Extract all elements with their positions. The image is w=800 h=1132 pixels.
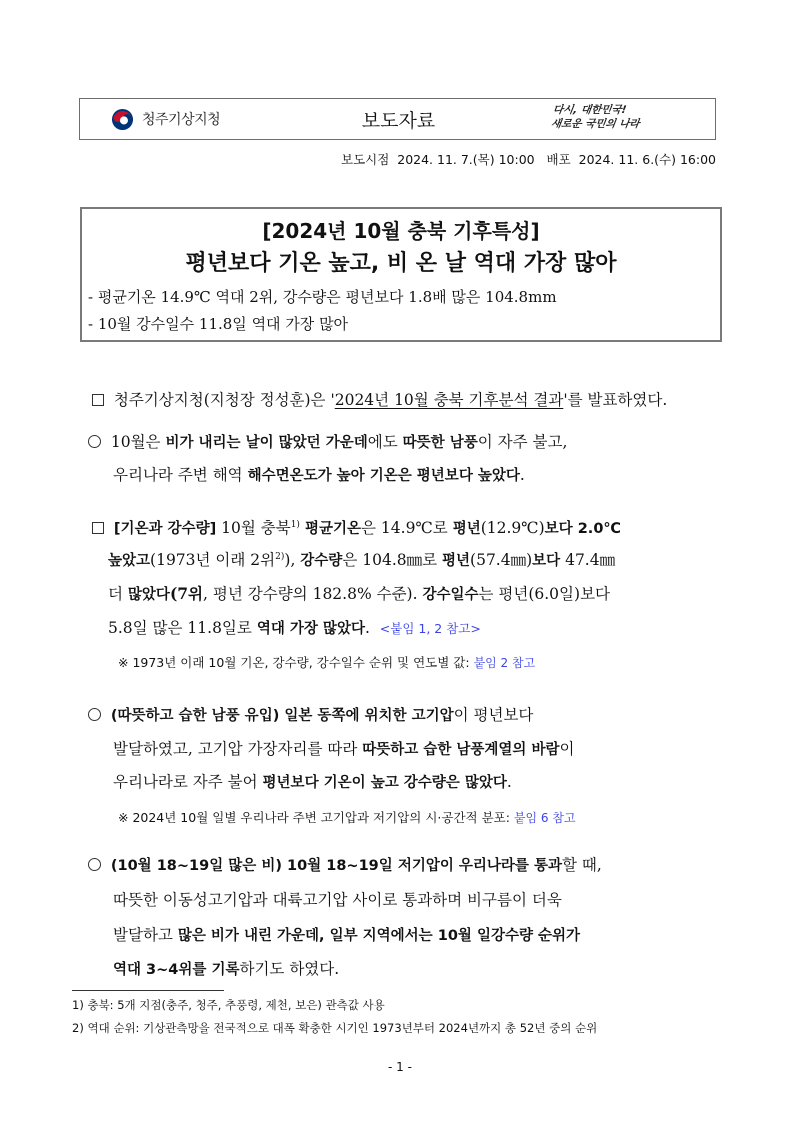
agency-name: 청주기상지청 xyxy=(142,112,221,128)
paragraph-heavy-rain-line-3: 발달하고 많은 비가 내린 가운데, 일부 지역에서는 10월 일강수량 순위가 xyxy=(113,926,581,944)
report-title: 2024년 10월 충북 기후분석 결과 xyxy=(334,391,564,409)
paragraph-temp-precip-line-2: 높았고(1973년 이래 2위$^{2)}$), 강수량은 104.8㎜로 평년(57.4㎜)보다 47.4㎜ xyxy=(108,551,616,569)
paragraph-heavy-rain-line-2: 따뜻한 이동성고기압과 대륙고기압 사이로 통과하며 비구름이 더욱 xyxy=(113,891,562,909)
attachment-2-link[interactable]: 붙임 2 참고 xyxy=(473,656,536,670)
press-release-header xyxy=(79,98,716,140)
paragraph-south-wind-line-3: 우리나라로 자주 불어 평년보다 기온이 높고 강수량은 많았다. xyxy=(113,773,512,791)
note-rankings: ※ 1973년 이래 10월 기온, 강수량, 강수일수 순위 및 연도별 값: 붙임 2 참고 xyxy=(118,655,536,670)
paragraph-south-wind-line-1: (따뜻하고 습한 남풍 유입) 일본 동쪽에 위치한 고기압이 평년보다 xyxy=(88,703,800,725)
headline-subtitle: 평년보다 기온 높고, 비 온 날 역대 가장 많아 xyxy=(185,251,617,276)
paragraph-heavy-rain-line-1: (10월 18~19일 많은 비) 10월 18~19일 저기압이 우리나라를 통과할 때, xyxy=(88,853,800,875)
paragraph-summary-line-1: 10월은 비가 내리는 날이 많았던 가운데에도 따뜻한 남풍이 자주 불고, xyxy=(88,430,800,452)
footnote-2: 2) 역대 순위: 기상관측망을 전국적으로 대폭 확충한 시기인 1973년부터 2024년까지 총 52년 중의 순위 xyxy=(72,1021,598,1035)
attachment-6-link[interactable]: 붙임 6 참고 xyxy=(513,811,576,825)
footnote-ref-2[interactable]: 2) xyxy=(275,552,285,562)
square-bullet-icon xyxy=(92,394,104,406)
square-bullet-icon xyxy=(92,522,104,534)
circle-bullet-icon xyxy=(88,708,101,721)
headline-bullet-1: - 평균기온 14.9℃ 역대 2위, 강수량은 평년보다 1.8배 많은 104.8mm xyxy=(88,288,557,306)
release-date-line: 보도시점 2024. 11. 7.(목) 10:00 배포 2024. 11. 6.(수) 16:00 xyxy=(341,152,716,167)
paragraph-summary-line-2: 우리나라 주변 해역 해수면온도가 높아 기온은 평년보다 높았다. xyxy=(113,466,525,484)
footnote-divider xyxy=(72,990,224,991)
circle-bullet-icon xyxy=(88,858,101,871)
attachment-1-2-link[interactable]: <붙임 1, 2 참고> xyxy=(379,621,481,636)
footnote-ref-1[interactable]: 1) xyxy=(290,520,300,530)
headline-bullet-2: - 10월 강수일수 11.8일 역대 가장 많아 xyxy=(88,315,349,333)
paragraph-south-wind-line-2: 발달하였고, 고기압 가장자리를 따라 따뜻하고 습한 남풍계열의 바람이 xyxy=(113,740,575,758)
headline-title: [2024년 10월 충북 기후특성] xyxy=(262,219,540,243)
slogan xyxy=(550,103,674,131)
paragraph-announcement: 청주기상지청(지청장 정성훈)은 '2024년 10월 충북 기후분석 결과'를 발표하였다. xyxy=(92,388,800,410)
slogan-line-1: 다시, 대한민국! xyxy=(552,104,628,116)
paragraph-temp-precip-line-4: 5.8일 많은 11.8일로 역대 가장 많았다. <붙임 1, 2 참고> xyxy=(108,619,481,637)
page-number: - 1 - xyxy=(388,1060,412,1074)
paragraph-temp-precip-line-1: [기온과 강수량] 10월 충북$^{1)}$ 평균기온은 14.9℃로 평년(12.9℃)보다 2.0℃ xyxy=(92,516,800,538)
paragraph-heavy-rain-line-4: 역대 3~4위를 기록하기도 하였다. xyxy=(113,960,340,978)
circle-bullet-icon xyxy=(88,435,101,448)
slogan-line-2: 새로운 국민의 나라 xyxy=(550,118,641,130)
footnote-1: 1) 충북: 5개 지점(충주, 청주, 추풍령, 제천, 보은) 관측값 사용 xyxy=(72,998,385,1012)
note-pressure-distribution: ※ 2024년 10월 일별 우리나라 주변 고기압과 저기압의 시·공간적 분포: 붙임 6 참고 xyxy=(118,810,576,825)
headline-box xyxy=(80,207,722,342)
paragraph-temp-precip-line-3: 더 많았다(7위, 평년 강수량의 182.8% 수준). 강수일수는 평년(6.0일)보다 xyxy=(108,584,611,603)
document-type-title: 보도자료 xyxy=(361,110,436,132)
